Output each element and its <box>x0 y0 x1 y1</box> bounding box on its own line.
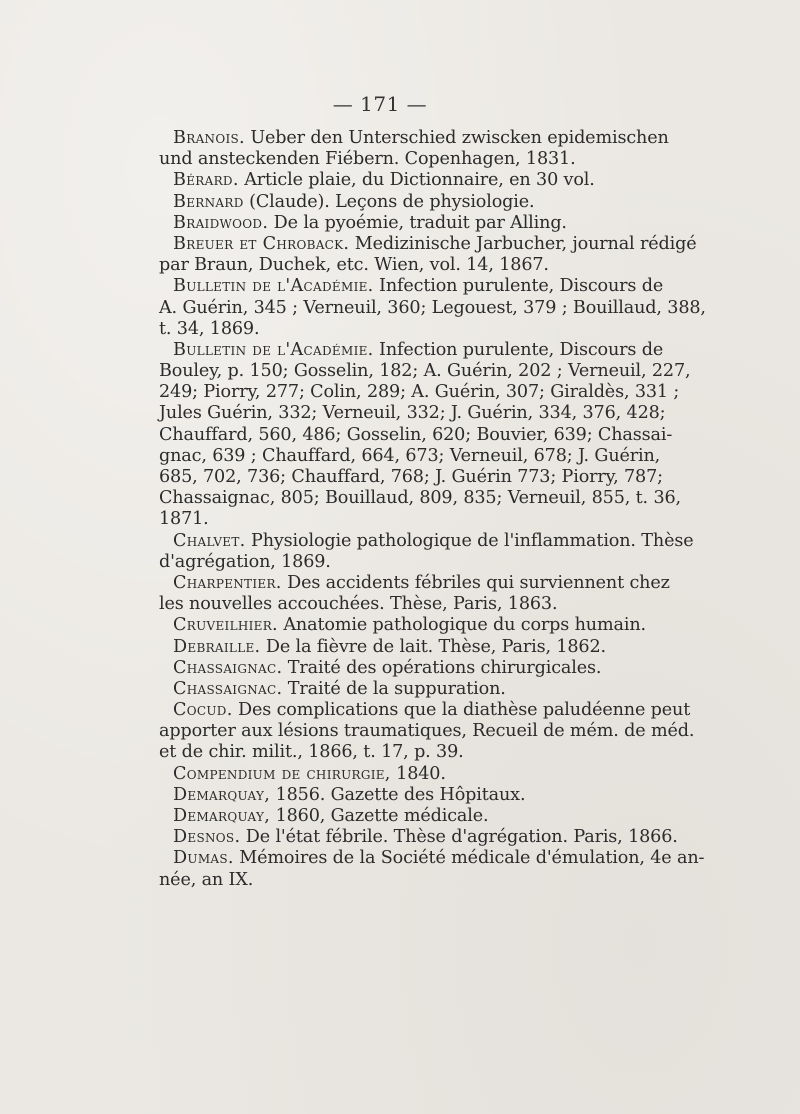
entry-continuation-line: gnac, 639 ; Chauffard, 664, 673; Verneuil, 678; J. Guérin, <box>159 445 661 466</box>
entry-text: Traité de la suppuration. <box>282 678 506 699</box>
entry-text: Medizinische Jarbucher, journal rédigé <box>349 233 697 254</box>
entry-text: Des complications que la diathèse paludéenne peut <box>232 700 691 721</box>
entry-text: Article plaie, du Dictionnaire, en 30 vol. <box>238 170 595 191</box>
entry-text: Mémoires de la Société médicale d'émulation, 4e an- <box>233 848 705 869</box>
entry-first-line <box>159 700 691 721</box>
entry-text: 1860, Gazette médicale. <box>270 806 489 826</box>
entry-continuation-line: par Braun, Duchek, etc. Wien, vol. 14, 1867. <box>159 255 549 276</box>
entry-author: Bulletin de l'Académie. <box>173 276 374 297</box>
entry-continuation-line: apporter aux lésions traumatiques, Recueil de mém. de méd. <box>159 721 695 742</box>
entry-text: Infection purulente, Discours de <box>373 276 664 297</box>
entry-first-line <box>159 572 670 594</box>
entry-first-line <box>159 657 602 679</box>
entry-continuation-line: A. Guérin, 345 ; Verneuil, 360; Legouest, 379 ; Bouillaud, 388, <box>159 297 706 318</box>
entry-author: Chassaignac. <box>173 678 283 699</box>
entry-text: Des accidents fébriles qui surviennent chez <box>281 572 670 593</box>
entry-continuation-line: d'agrégation, 1869. <box>159 551 331 572</box>
entry-text: 1840. <box>390 763 446 784</box>
entry-text: Physiologie pathologique de l'inflammation. Thèse <box>245 530 694 551</box>
entry-first-line <box>159 806 589 827</box>
entry-author: Cruveilhier. <box>173 615 278 636</box>
entry-author: Bérard. <box>173 170 239 191</box>
entry-first-line <box>159 679 589 700</box>
entry-first-line <box>159 848 705 869</box>
entry-first-line <box>159 636 606 658</box>
entry-first-line <box>159 128 669 149</box>
entry-continuation-line: 1871. <box>159 509 209 530</box>
bibliography-text <box>159 128 706 891</box>
entry-text: Traité des opérations chirurgicales. <box>282 657 602 678</box>
entry-continuation-line: les nouvelles accouchées. Thèse, Paris, 1863. <box>159 594 558 615</box>
page-number: — 171 — <box>332 92 428 116</box>
entry-author: Braidwood. <box>173 212 269 233</box>
entry-first-line <box>159 827 678 848</box>
entry-first-line <box>159 615 646 636</box>
entry-text: Infection purulente, Discours de <box>373 339 664 360</box>
entry-first-line <box>159 213 589 234</box>
entry-author: Demarquay, <box>173 784 271 805</box>
entry-continuation-line: Jules Guérin, 332; Verneuil, 332; J. Guérin, 334, 376, 428; <box>159 403 666 424</box>
entry-text: (Claude). Leçons de physiologie. <box>243 191 535 212</box>
entry-first-line <box>159 339 664 361</box>
entry-continuation-line: 249; Piorry, 277; Colin, 289; A. Guérin, 307; Giraldès, 331 ; <box>159 382 680 403</box>
entry-author: Chassaignac. <box>173 657 283 678</box>
entry-author: Compendium de chirurgie, <box>173 763 391 784</box>
entry-first-line <box>159 530 694 552</box>
entry-author: Dumas. <box>173 848 234 869</box>
entry-first-line <box>159 170 595 191</box>
entry-first-line <box>159 764 589 785</box>
entry-continuation-line: et de chir. milit., 1866, t. 17, p. 39. <box>159 742 464 763</box>
entry-author: Desnos. <box>173 827 241 848</box>
entry-continuation-line: und ansteckenden Fiébern. Copenhagen, 1831. <box>159 149 576 170</box>
entry-continuation-line: t. 34, 1869. <box>159 318 260 339</box>
entry-text: Ueber den Unterschied zwiscken epidemischen <box>244 128 669 148</box>
entry-continuation-line: Chassaignac, 805; Bouillaud, 809, 835; Verneuil, 855, t. 36, <box>159 488 681 509</box>
entry-text: Anatomie pathologique du corps humain. <box>277 615 646 636</box>
entry-first-line <box>159 276 664 297</box>
entry-author: Demarquay, <box>173 806 271 826</box>
entry-author: Branois. <box>173 128 245 148</box>
entry-text: De la fièvre de lait. Thèse, Paris, 1862. <box>260 636 606 657</box>
entry-author: Bulletin de l'Académie. <box>173 339 374 360</box>
entry-continuation-line: Chauffard, 560, 486; Gosselin, 620; Bouvier, 639; Chassai- <box>159 424 673 445</box>
entry-first-line <box>159 785 589 806</box>
entry-author: Breuer et Chroback. <box>173 233 350 254</box>
entry-author: Chalvet. <box>173 530 246 551</box>
entry-continuation-line: née, an IX. <box>159 869 254 890</box>
entry-author: Charpentier. <box>173 572 282 593</box>
entry-first-line <box>159 233 697 255</box>
entry-author: Debraille. <box>173 636 261 657</box>
entry-text: De la pyoémie, traduit par Alling. <box>268 212 567 233</box>
entry-author: Bernard <box>173 191 244 212</box>
entry-continuation-line: 685, 702, 736; Chauffard, 768; J. Guérin 773; Piorry, 787; <box>159 467 663 487</box>
entry-text: De l'état fébrile. Thèse d'agrégation. Paris, 1866. <box>240 827 678 848</box>
entry-continuation-line: Bouley, p. 150; Gosselin, 182; A. Guérin, 202 ; Verneuil, 227, <box>159 361 691 382</box>
entry-author: Cocud. <box>173 700 233 721</box>
entry-text: 1856. Gazette des Hôpitaux. <box>270 784 526 805</box>
entry-first-line <box>159 192 589 213</box>
